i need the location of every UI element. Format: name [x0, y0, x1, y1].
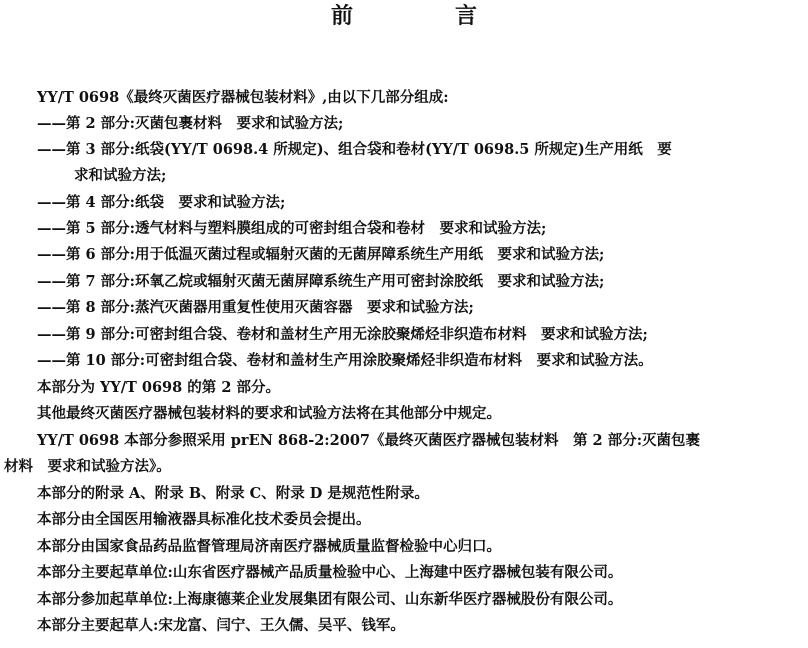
paragraph-main-drafting-units: 本部分主要起草单位:山东省医疗器械产品质量检验中心、上海建中医疗器械包装有限公司。	[37, 564, 623, 581]
part-item-2: ——第 2 部分:灭菌包裹材料 要求和试验方法;	[37, 115, 344, 132]
part-item-5: ——第 5 部分:透气材料与塑料膜组成的可密封组合袋和卷材 要求和试验方法;	[37, 220, 547, 237]
paragraph-part-number: 本部分为 YY/T 0698 的第 2 部分。	[37, 379, 280, 396]
page-title: 前 言	[330, 4, 517, 29]
part-item-3: ——第 3 部分:纸袋(YY/T 0698.4 所规定)、组合袋和卷材(YY/T 0698.5 所规定)生产用纸 要	[37, 141, 672, 158]
part-item-9: ——第 9 部分:可密封组合袋、卷材和盖材生产用无涂胶聚烯烃非织造布材料 要求和试验方法;	[37, 326, 648, 343]
paragraph-centralized-by: 本部分由国家食品药品监督管理局济南医疗器械质量监督检验中心归口。	[37, 538, 501, 555]
part-item-3-continued: 求和试验方法;	[74, 167, 167, 184]
paragraph-reference-continued: 材料 要求和试验方法》。	[4, 458, 171, 475]
part-item-7: ——第 7 部分:环氧乙烷或辐射灭菌无菌屏障系统生产用可密封涂胶纸 要求和试验方法;	[37, 273, 605, 290]
paragraph-annexes: 本部分的附录 A、附录 B、附录 C、附录 D 是规范性附录。	[37, 485, 429, 502]
part-item-6: ——第 6 部分:用于低温灭菌过程或辐射灭菌的无菌屏障系统生产用纸 要求和试验方法;	[37, 246, 605, 263]
paragraph-proposed-by: 本部分由全国医用输液器具标准化技术委员会提出。	[37, 511, 371, 528]
paragraph-other-parts: 其他最终灭菌医疗器械包装材料的要求和试验方法将在其他部分中规定。	[37, 405, 501, 422]
part-item-4: ——第 4 部分:纸袋 要求和试验方法;	[37, 194, 286, 211]
paragraph-reference: YY/T 0698 本部分参照采用 prEN 868-2:2007《最终灭菌医疗器械包装材料 第 2 部分:灭菌包裹	[37, 432, 701, 449]
part-item-8: ——第 8 部分:蒸汽灭菌器用重复性使用灭菌容器 要求和试验方法;	[37, 299, 474, 316]
intro-line: YY/T 0698《最终灭菌医疗器械包装材料》,由以下几部分组成:	[37, 89, 449, 106]
paragraph-main-drafters: 本部分主要起草人:宋龙富、闫宁、王久儒、吴平、钱军。	[37, 617, 405, 634]
paragraph-participating-units: 本部分参加起草单位:上海康德莱企业发展集团有限公司、山东新华医疗器械股份有限公司。	[37, 591, 623, 608]
part-item-10: ——第 10 部分:可密封组合袋、卷材和盖材生产用涂胶聚烯烃非织造布材料 要求和试验方法。	[37, 352, 653, 369]
